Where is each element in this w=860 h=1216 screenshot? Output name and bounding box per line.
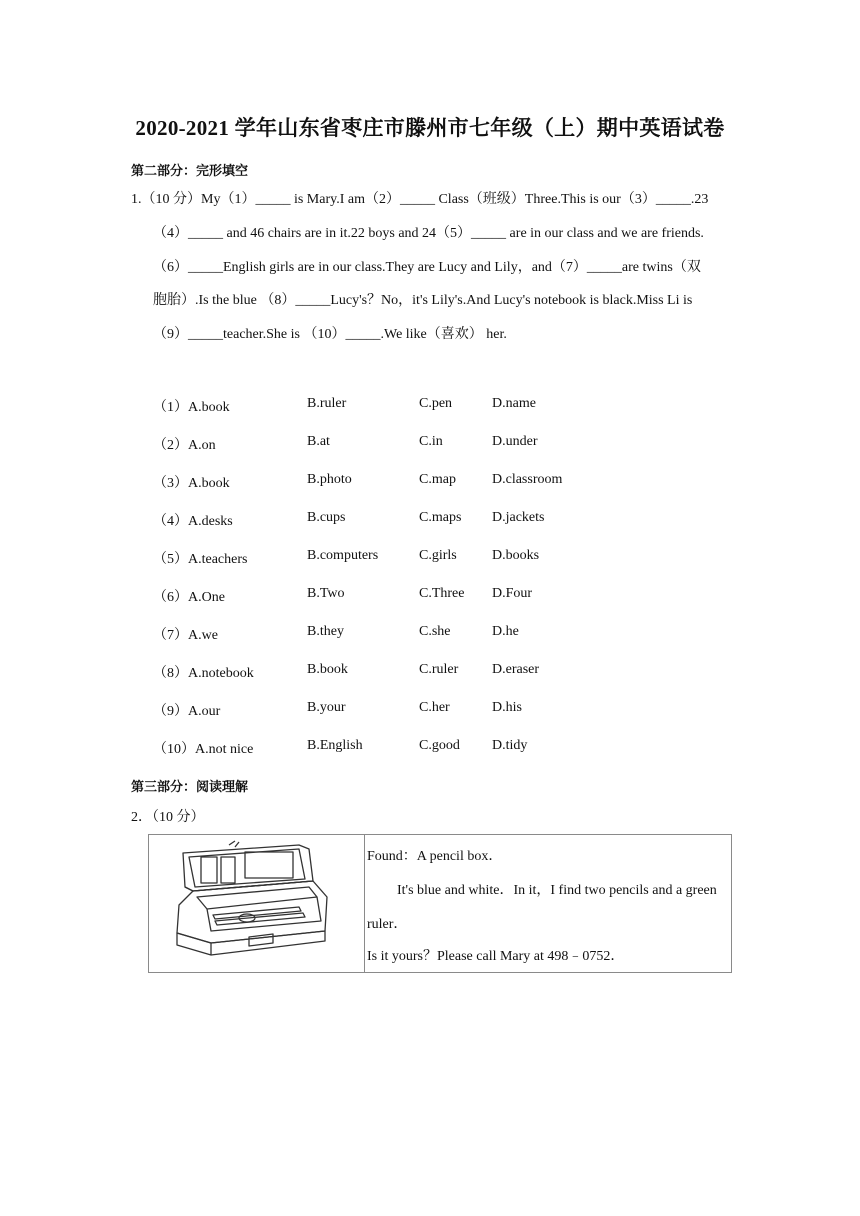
option-b: B.cups [307, 510, 346, 525]
option-b: B.your [307, 700, 346, 715]
option-a: （2）A.on [153, 438, 216, 453]
option-d: D.jackets [492, 510, 545, 525]
option-a: （8）A.notebook [153, 666, 254, 681]
option-a: （9）A.our [153, 704, 221, 719]
option-d: D.under [492, 434, 538, 449]
notice-image-cell [149, 835, 365, 972]
option-c: C.ruler [419, 662, 459, 677]
option-c: C.her [419, 700, 450, 715]
option-d: D.tidy [492, 738, 528, 753]
option-a: （10）A.not nice [153, 742, 254, 757]
option-c: C.girls [419, 548, 457, 563]
option-b: B.photo [307, 472, 352, 487]
option-row [0, 396, 860, 416]
option-b: B.ruler [307, 396, 347, 411]
exam-title: 2020-2021 学年山东省枣庄市滕州市七年级（上）期中英语试卷 [135, 116, 725, 140]
option-b: B.English [307, 738, 363, 753]
notice-line-contact: Is it yours？Please call Mary at 498﹣0752． [367, 949, 625, 964]
option-d: D.Four [492, 586, 533, 601]
option-row [0, 700, 860, 720]
option-b: B.at [307, 434, 330, 449]
option-c: C.good [419, 738, 460, 753]
option-b: B.computers [307, 548, 379, 563]
pencil-box-icon [149, 835, 363, 970]
notice-line-ruler: ruler． [367, 917, 408, 932]
option-c: C.map [419, 472, 456, 487]
option-a: （7）A.we [153, 628, 218, 643]
option-row [0, 586, 860, 606]
option-a: （3）A.book [153, 476, 230, 491]
option-row [0, 548, 860, 568]
option-row [0, 434, 860, 454]
section-heading-reading: 第三部分：阅读理解 [131, 780, 249, 795]
passage-line-4: 胞胎）.Is the blue （8）_____Lucy's？No，it's Lily's.And Lucy's notebook is black.Miss Li is [153, 293, 693, 308]
notice-table [148, 834, 732, 973]
option-a: （4）A.desks [153, 514, 233, 529]
option-d: D.classroom [492, 472, 563, 487]
section-heading-cloze: 第二部分：完形填空 [131, 164, 249, 179]
question-2-label: 2．（10 分） [131, 810, 205, 825]
passage-line-3: （6）_____English girls are in our class.They are Lucy and Lily，and（7）_____are twins（双 [153, 260, 701, 275]
option-c: C.she [419, 624, 451, 639]
option-d: D.name [492, 396, 536, 411]
notice-line-description: It's blue and white．In it，I find two pencils and a green [397, 883, 717, 898]
notice-line-found: Found：A pencil box． [367, 849, 503, 864]
passage-line-1: 1.（10 分）My（1）_____ is Mary.I am（2）_____ Class（班级）Three.This is our（3）_____.23 [131, 192, 709, 207]
option-row [0, 662, 860, 682]
option-d: D.he [492, 624, 519, 639]
option-b: B.Two [307, 586, 345, 601]
option-c: C.Three [419, 586, 465, 601]
option-a: （6）A.One [153, 590, 225, 605]
option-c: C.pen [419, 396, 453, 411]
option-b: B.book [307, 662, 348, 677]
option-d: D.books [492, 548, 540, 563]
option-c: C.in [419, 434, 443, 449]
option-row [0, 510, 860, 530]
passage-line-5: （9）_____teacher.She is （10）_____.We like（喜欢） her. [153, 327, 507, 342]
option-row [0, 624, 860, 644]
option-d: D.eraser [492, 662, 540, 677]
option-a: （1）A.book [153, 400, 230, 415]
option-row [0, 738, 860, 758]
option-c: C.maps [419, 510, 462, 525]
option-b: B.they [307, 624, 344, 639]
option-d: D.his [492, 700, 522, 715]
passage-line-2: （4）_____ and 46 chairs are in it.22 boys and 24（5）_____ are in our class and we are friends. [153, 226, 704, 241]
option-row [0, 472, 860, 492]
option-a: （5）A.teachers [153, 552, 248, 567]
